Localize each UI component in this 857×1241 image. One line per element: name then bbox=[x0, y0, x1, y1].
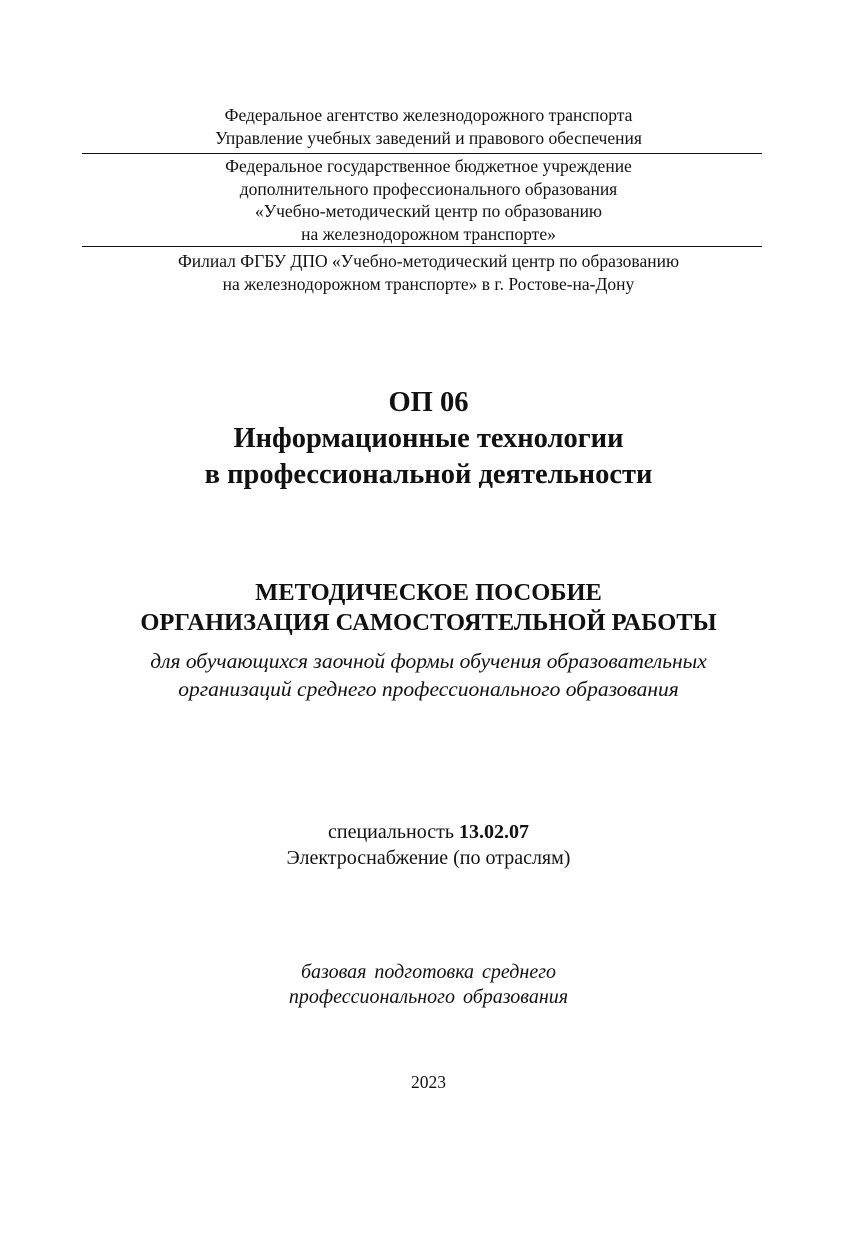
specialty-prefix: специальность bbox=[328, 821, 454, 843]
education-level bbox=[0, 960, 857, 1010]
education-level-line: профессионального образования bbox=[288, 986, 569, 1008]
manual-subtitle bbox=[0, 647, 857, 703]
specialty-line bbox=[0, 820, 857, 846]
year-text: 2023 bbox=[411, 1072, 446, 1092]
manual-title-line: ОРГАНИЗАЦИЯ САМОСТОЯТЕЛЬНОЙ РАБОТЫ bbox=[140, 609, 717, 636]
publication-year bbox=[0, 1071, 857, 1093]
discipline-title bbox=[0, 385, 857, 493]
manual-title bbox=[0, 578, 857, 638]
header-divider bbox=[82, 246, 762, 247]
discipline-code: ОП 06 bbox=[388, 387, 469, 418]
institution-line: «Учебно-методический центр по образованию bbox=[254, 201, 603, 221]
discipline-name-line: в профессиональной деятельности bbox=[204, 459, 653, 490]
institution-header bbox=[0, 155, 857, 245]
branch-line: Филиал ФГБУ ДПО «Учебно-методический центр по образованию bbox=[177, 251, 680, 271]
header-divider bbox=[82, 153, 762, 154]
specialty-block bbox=[0, 820, 857, 871]
agency-header bbox=[0, 104, 857, 149]
manual-subtitle-line: для обучающихся заочной формы обучения образовательных bbox=[150, 649, 707, 673]
education-level-line: базовая подготовка среднего bbox=[300, 961, 557, 983]
branch-header bbox=[0, 250, 857, 295]
agency-line: Управление учебных заведений и правового обеспечения bbox=[215, 127, 642, 148]
manual-title-line: МЕТОДИЧЕСКОЕ ПОСОБИЕ bbox=[255, 579, 602, 606]
specialty-name: Электроснабжение (по отраслям) bbox=[286, 846, 571, 869]
discipline-name-line: Информационные технологии bbox=[233, 423, 624, 454]
institution-line: на железнодорожном транспорте» bbox=[301, 223, 556, 244]
agency-line: Федеральное агентство железнодорожного транспорта bbox=[224, 105, 633, 125]
specialty-code: 13.02.07 bbox=[458, 821, 529, 843]
manual-subtitle-line: организаций среднего профессионального образования bbox=[178, 677, 679, 701]
branch-line: на железнодорожном транспорте» в г. Ростове-на-Дону bbox=[222, 273, 635, 294]
institution-line: дополнительного профессионального образования bbox=[239, 178, 618, 199]
institution-line: Федеральное государственное бюджетное учреждение bbox=[225, 156, 632, 176]
